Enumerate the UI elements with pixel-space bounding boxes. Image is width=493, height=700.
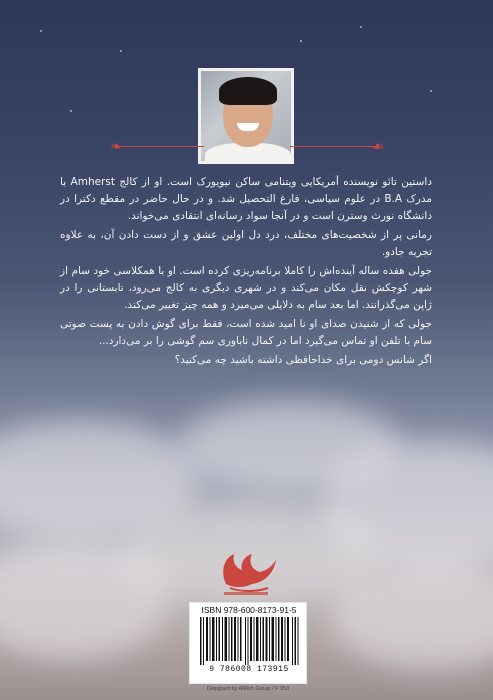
barcode-digits: 9 786008 173915 [209, 665, 289, 674]
bird-logo-icon [210, 548, 282, 598]
barcode-icon [198, 617, 300, 665]
author-portrait-icon [198, 68, 294, 164]
star [360, 26, 362, 28]
star [300, 40, 302, 42]
ornament-line-left [118, 146, 204, 147]
closing-question: اگر شانس دومی برای خداحافظی داشته باشید چه می‌کنید؟ [174, 354, 432, 366]
ornament-flourish-icon: ☙ [372, 139, 385, 155]
ornament-line-right [290, 146, 376, 147]
book-description [60, 174, 432, 371]
plot-summary: جولی هفده ساله آینده‌اش را کاملا برنامه‌ریزی کرده است. او با همکلاسی خود سام از شهر کوچکش نقل مکان می‌کند و در شهری دیگری به کالج می‌رود، تابستانی را در ژاپن می‌گذرانند. اما بعد سام به دلایلی می‌میرد و همه چیز تغییر می‌کند. [60, 265, 432, 311]
isbn-number: ISBN 978-600-8173-91-5 [201, 605, 297, 615]
author-bio: داستین تائو نویسنده آمریکایی ویتنامی ساکن نیویورک است. او از کالج Amherst با مدرک B.A در علوم سیاسی، فارغ التحصیل شد. و در حال حاضر در مقطع دکترا در دانشگاه نورث وسترن است و در آنجا سواد رسانه‌ای انتقادی می‌خواند. [60, 176, 433, 222]
designer-credit: Designed by AMich Group / F 953 [206, 686, 290, 692]
star [40, 30, 42, 32]
star [70, 110, 72, 112]
plot-twist: جولی که از شنیدن صدای او نا امید شده است، فقط برای گوش دادن به پست صوتی سام با تلفن او تماس می‌گیرد اما در کمال ناباوری سم گوشی را بر می‌دارد... [60, 318, 432, 347]
tagline: رمانی پر از شخصیت‌های مختلف، درد دل اولین عشق و از دست دادن آن، به علاوه تجربه جادو. [60, 229, 432, 258]
star [120, 50, 122, 52]
isbn-barcode-box [189, 602, 307, 684]
ornament-flourish-icon: ❧ [110, 139, 122, 155]
star [430, 90, 432, 92]
